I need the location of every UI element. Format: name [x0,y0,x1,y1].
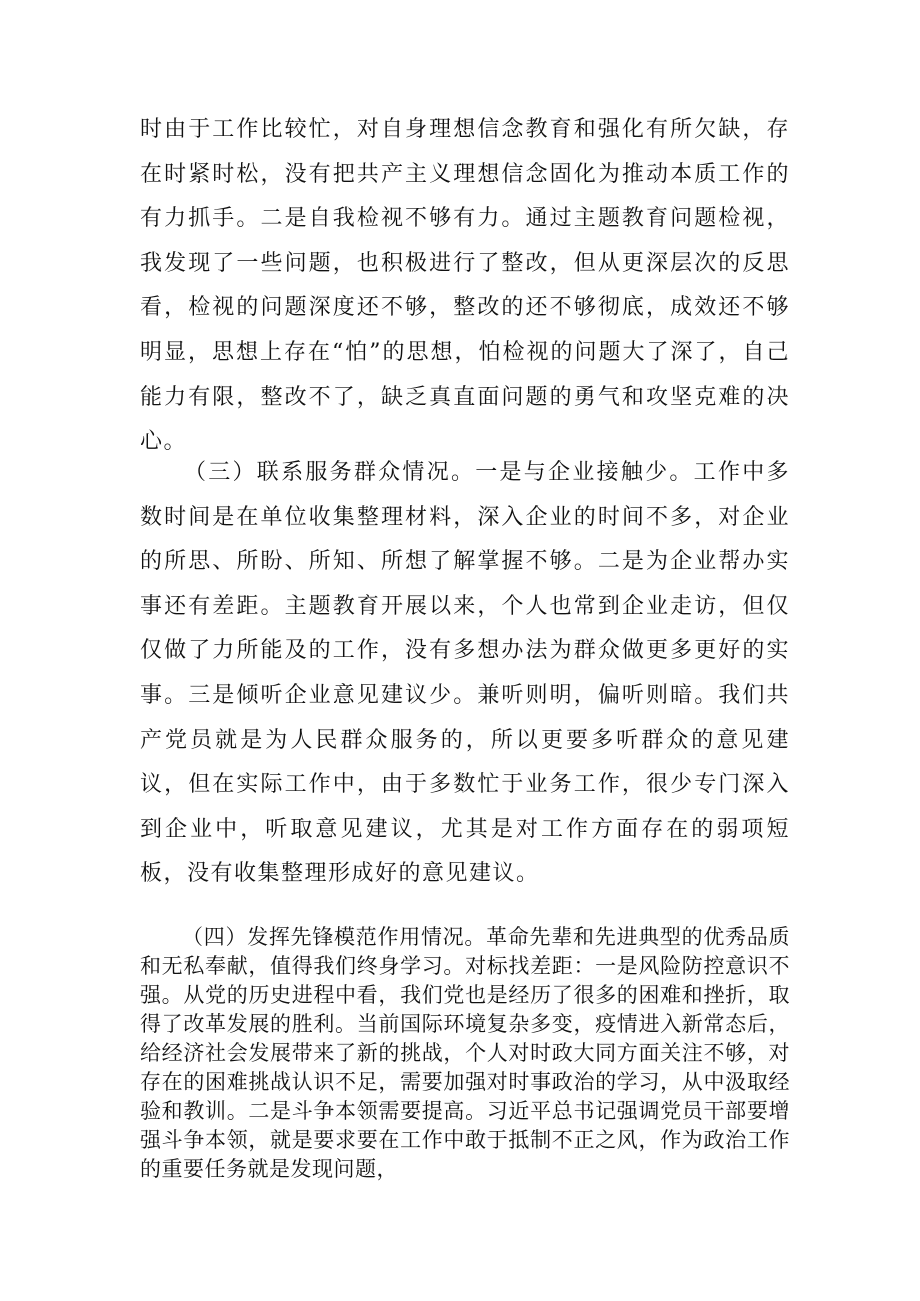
paragraph-serving-the-masses: （三）联系服务群众情况。一是与企业接触少。工作中多数时间是在单位收集整理材料，深入企业的时间不多，对企业的所思、所盼、所知、所想了解掌握不够。二是为企业帮办实事还有差距。主题教育开展以来，个人也常到企业走访，但仅仅做了力所能及的工作，没有多想办法为群众做更多更好的实事。三是倾听企业意见建议少。兼听则明，偏听则暗。我们共产党员就是为人民群众服务的，所以更要多听群众的意见建议，但在实际工作中，由于多数忙于业务工作，很少专门深入到企业中，听取意见建议，尤其是对工作方面存在的弱项短板，没有收集整理形成好的意见建议。 [140,460,790,887]
paragraph-vanguard-role: （四）发挥先锋模范作用情况。革命先辈和先进典型的优秀品质和无私奉献，值得我们终身学习。对标找差距：一是风险防控意识不强。从党的历史进程中看，我们党也是经历了很多的困难和挫折，取得了改革发展的胜利。当前国际环境复杂多变，疫情进入新常态后，给经济社会发展带来了新的挑战，个人对时政大同方面关注不够，对存在的困难挑战认识不足，需要加强对时事政治的学习，从中汲取经验和教训。二是斗争本领需要提高。习近平总书记强调党员干部要增强斗争本领，就是要求要在工作中敢于抵制不正之风，作为政治工作的重要任务就是发现问题， [140,925,790,1181]
paragraph-ideals-self-review: 时由于工作比较忙，对自身理想信念教育和强化有所欠缺，存在时紧时松，没有把共产主义理想信念固化为推动本质工作的有力抓手。二是自我检视不够有力。通过主题教育问题检视，我发现了一些问题，也积极进行了整改，但从更深层次的反思看，检视的问题深度还不够，整改的还不够彻底，成效还不够明显，思想上存在“怕”的思想，怕检视的问题大了深了，自己能力有限，整改不了，缺乏真直面问题的勇气和攻坚克难的决心。 [140,117,790,455]
paragraph-block-continuation [140,108,790,465]
paragraph-block-section-four [140,923,790,1184]
paragraph-block-section-three [140,451,790,897]
